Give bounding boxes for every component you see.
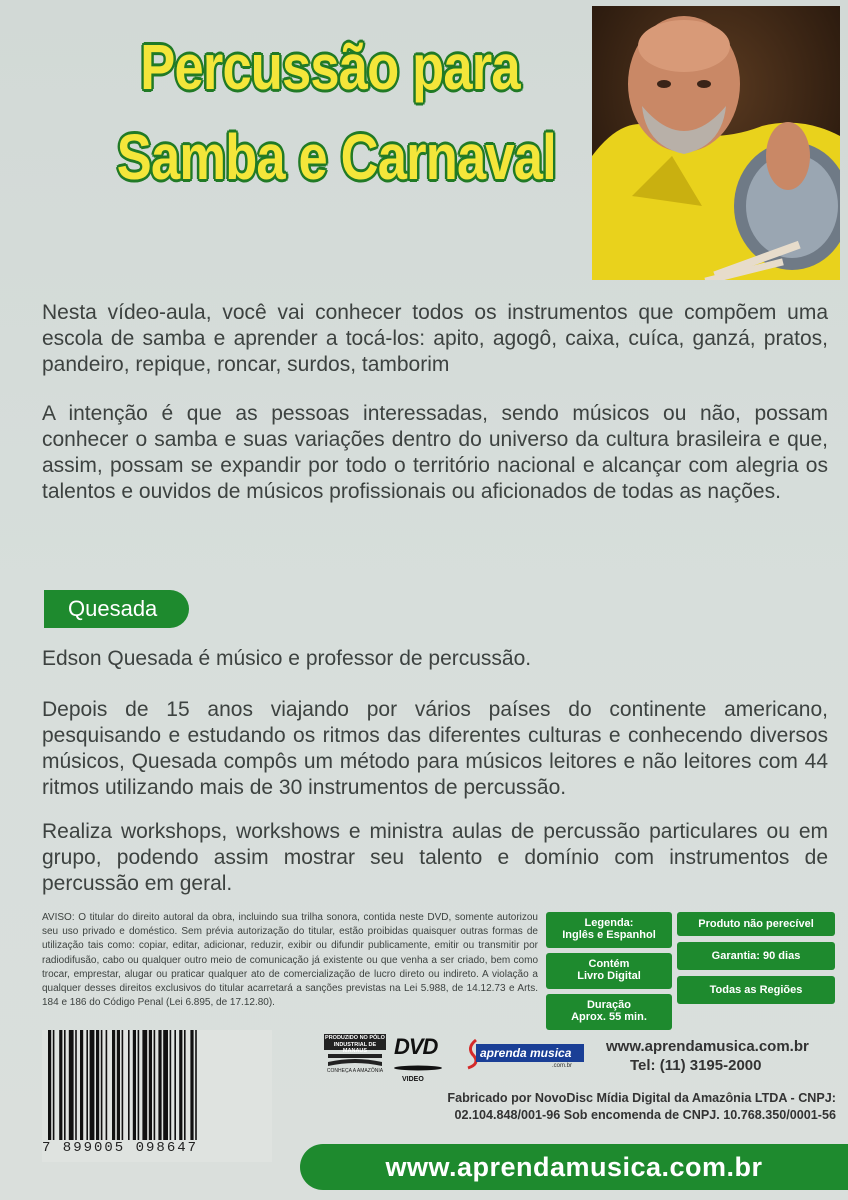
barcode-bar [106, 1030, 108, 1140]
info-value: Livro Digital [577, 970, 641, 982]
bio-paragraph-1: Edson Quesada é músico e professor de percussão. [42, 647, 532, 670]
intro-paragraph: Nesta vídeo-aula, você vai conhecer todos os instrumentos que compõem uma escola de samba e aprender a tocá-los: apito, agogô, caixa, cuíca, ganzá, pratos, pandeiro, repique, roncar, surdos, tamborim [42, 301, 828, 376]
product-info-box: Produto não perecível [677, 912, 835, 936]
dvd-disc-icon [394, 1065, 452, 1071]
bottom-website-url: www.aprendamusica.com.br [385, 1152, 763, 1182]
barcode-bar [174, 1030, 176, 1140]
warranty-info-box: Garantia: 90 dias [677, 942, 835, 970]
barcode-bar [133, 1030, 136, 1140]
dvd-video-logo [394, 1034, 452, 1083]
info-value: Aprox. 55 min. [571, 1011, 647, 1023]
barcode-bar [184, 1030, 186, 1140]
barcode-bar [154, 1030, 156, 1140]
barcode-bar [48, 1030, 51, 1140]
bio-paragraph-3: Realiza workshops, workshows e ministra aulas de percussão particulares ou em grupo, podendo assim mostrar seu talento e domínio com instrumentos de percussão em geral. [42, 820, 828, 895]
manufacturer-line-2: 02.104.848/001-96 Sob encomenda de CNPJ. 10.768.350/0001-56 [454, 1108, 836, 1122]
info-value: Inglês e Espanhol [562, 929, 656, 941]
barcode-bar [179, 1030, 182, 1140]
phone-text: Tel: (11) 3195-2000 [630, 1057, 762, 1074]
dvd-logo-sub: VIDEO [402, 1076, 424, 1083]
title-line-2: Samba e Carnaval [116, 121, 556, 193]
website-text: www.aprendamusica.com.br [606, 1038, 809, 1055]
barcode-bar [170, 1030, 172, 1140]
instructor-photo-illustration [592, 6, 840, 280]
barcode-bar [138, 1030, 140, 1140]
barcode-bar [86, 1030, 88, 1140]
barcode-number: 7 899005 098647 [42, 1140, 272, 1156]
info-label: Contém [588, 958, 630, 970]
aprenda-musica-logo [462, 1038, 586, 1070]
manufacturer-line-1: Fabricado por NovoDisc Mídia Digital da Amazônia LTDA - CNPJ: [447, 1091, 836, 1105]
barcode-bar [96, 1030, 99, 1140]
barcode-bar [90, 1030, 95, 1140]
product-title [116, 22, 556, 202]
intention-paragraph: A intenção é que as pessoas interessadas, sendo músicos ou não, possam conhecer o samba e suas variações dentro do universo da cultura brasileira e que, assim, possam se expandir por todo o território nacional e alcançar com alegria os talentos e ouvidos de músicos profissionais ou aficionados de todas as nações. [42, 402, 828, 503]
info-label: Duração [586, 999, 632, 1011]
barcode-bar [53, 1030, 55, 1140]
barcode-bar [64, 1030, 66, 1140]
barcode-bar [80, 1030, 83, 1140]
instructor-photo [592, 6, 840, 280]
title-line-1: Percussão para [140, 31, 520, 103]
barcode-bar [158, 1030, 161, 1140]
instructor-name-tag: Quesada [44, 590, 189, 628]
manufacturer-info [396, 1090, 836, 1124]
barcode-bar [117, 1030, 120, 1140]
barcode-bar [149, 1030, 152, 1140]
manaus-logo-sub: CONHEÇA A AMAZÔNIA [326, 1068, 384, 1074]
info-label: Legenda: [584, 917, 634, 929]
barcode-bar [69, 1030, 74, 1140]
subtitle-info-box [546, 912, 672, 948]
barcode-bar [190, 1030, 193, 1140]
logos-row [324, 1034, 594, 1083]
duration-info-box [546, 994, 672, 1030]
content-info-box [546, 953, 672, 989]
barcode-bar [101, 1030, 103, 1140]
barcode-bar [128, 1030, 130, 1140]
info-boxes-right [677, 912, 835, 1010]
dvd-logo-text: DVD [394, 1034, 438, 1059]
barcode-bars [42, 1030, 272, 1140]
manaus-industrial-logo [324, 1034, 386, 1074]
brand-name: aprenda musica [476, 1044, 584, 1062]
manaus-logo-text: PRODUZIDO NO PÓLO INDUSTRIAL DE MANAUS [325, 1035, 385, 1054]
copyright-notice: AVISO: O titular do direito autoral da obra, incluindo sua trilha sonora, contida neste DVD, somente autorizou seu uso privado e doméstico. Sem prévia autorização do titular, estão proibidas quaisquer outras formas de utilização tais como: copiar, editar, adicionar, reduzir, exibir ou difundir publicamente, emitir ou transmitir por radiodifusão, cabo ou qualquer outro meio de comunicação já existente ou que venha a ser criado, bem como trocar, emprestar, alugar ou praticar qualquer ato de comercialização de lucro direto ou indireto. A violação a qualquer desses direitos exclusivos do titular acarretará a sanções previstas na Lei 5.988, de 14.12.73 e Arts. 184 e 186 do Código Penal (Lei 6.895, de 17.12.80). [42, 912, 538, 1009]
barcode-bar [195, 1030, 197, 1140]
barcode-bar [142, 1030, 147, 1140]
barcode-bar [75, 1030, 77, 1140]
brand-domain: .com.br [552, 1063, 573, 1069]
regions-info-box: Todas as Regiões [677, 976, 835, 1004]
barcode-bar [122, 1030, 124, 1140]
barcode-bar [59, 1030, 62, 1140]
bio-paragraph-2: Depois de 15 anos viajando por vários países do continente americano, pesquisando e estudando os ritmos das diferentes culturas e conhecendo diversos músicos, Quesada compôs um método para músicos leitores e não leitores com 44 ritmos utilizando mais de 30 instrumentos de percussão. [42, 698, 828, 799]
info-boxes-left [546, 912, 672, 1035]
barcode-bar [163, 1030, 168, 1140]
barcode-bar [112, 1030, 115, 1140]
